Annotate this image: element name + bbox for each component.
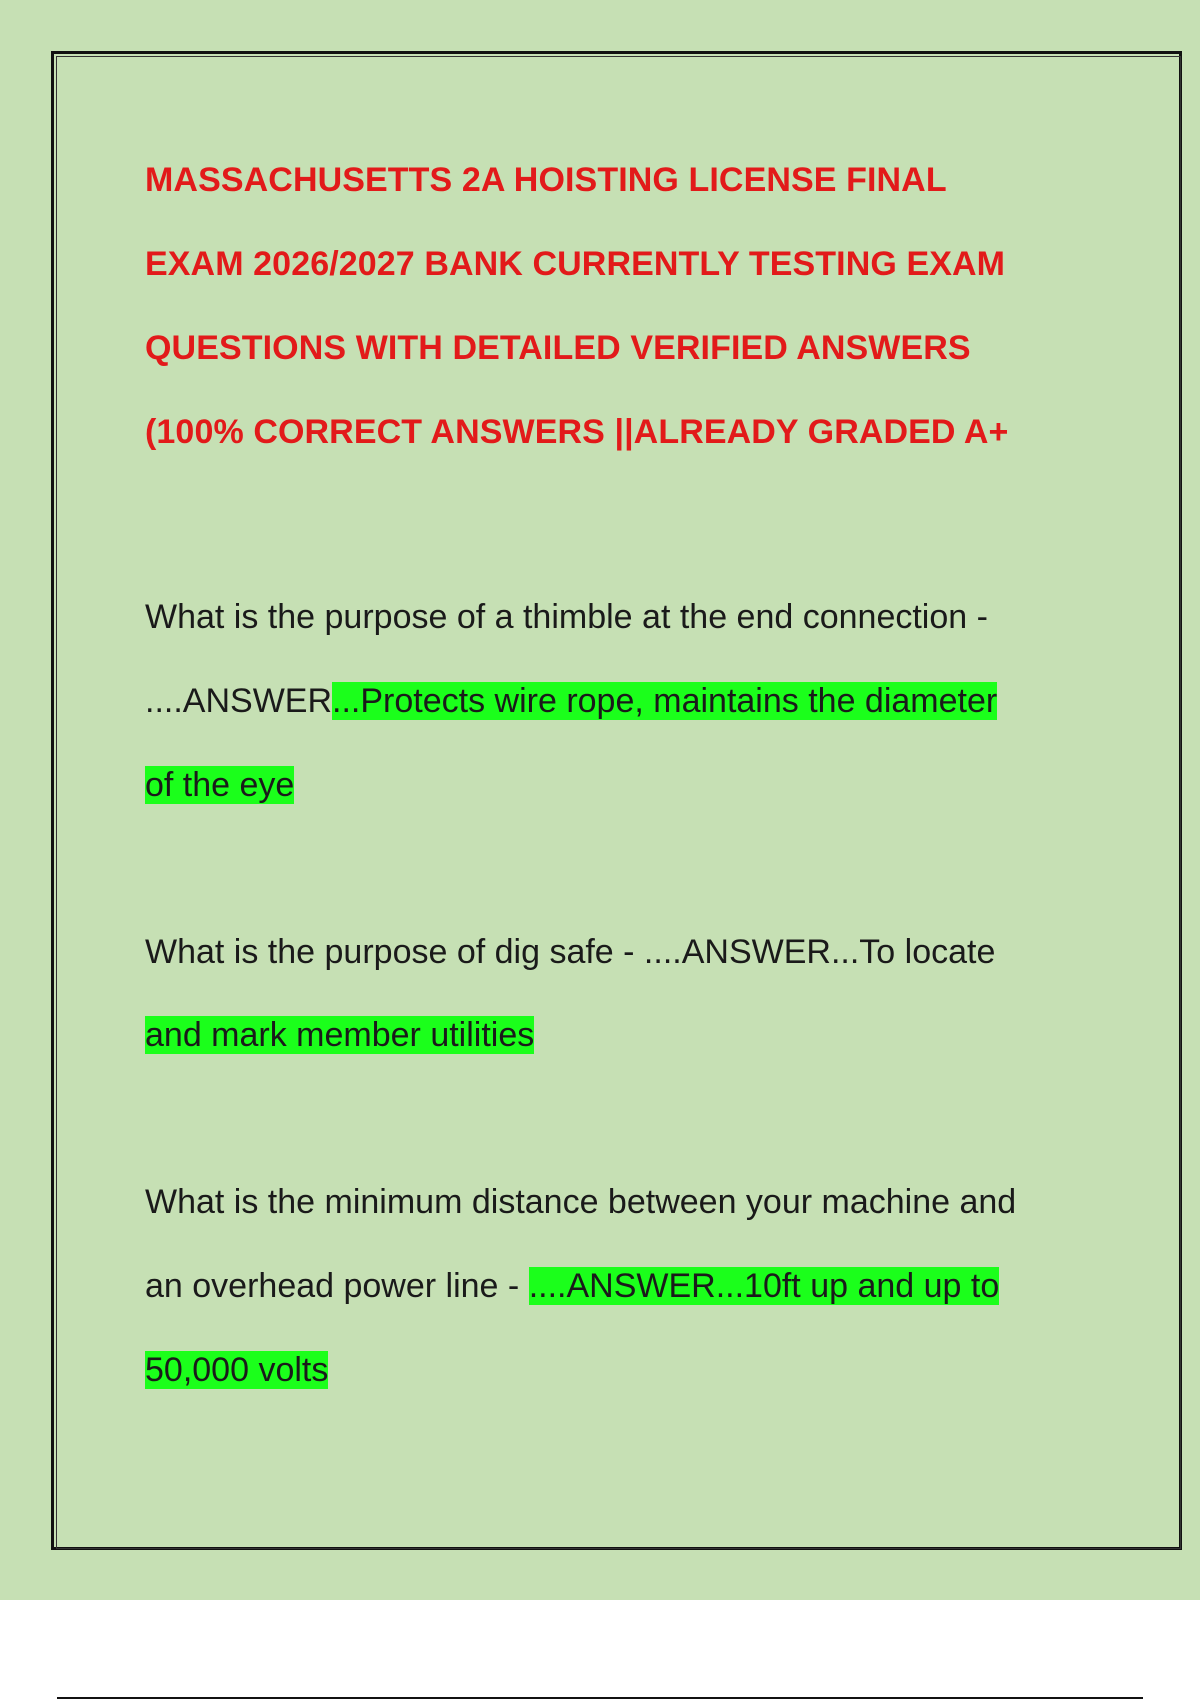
- answer-highlight: 50,000 volts: [145, 1351, 329, 1389]
- qa-item-power-line: [145, 1175, 1105, 1427]
- title-line-2: EXAM 2026/2027 BANK CURRENTLY TESTING EXAM: [145, 245, 1006, 283]
- answer-line: [145, 1008, 1105, 1091]
- title-line-3: QUESTIONS WITH DETAILED VERIFIED ANSWERS: [145, 329, 971, 367]
- qa-item-dig-safe: [145, 925, 1105, 1091]
- answer-highlight: of the eye: [145, 766, 295, 804]
- answer-highlight: and mark member utilities: [145, 1016, 535, 1054]
- footer-divider: [57, 1697, 1143, 1699]
- answer-highlight: ...Protects wire rope, maintains the diameter: [332, 682, 998, 720]
- answer-line: [145, 674, 1105, 758]
- title-line-4: (100% CORRECT ANSWERS ||ALREADY GRADED A+: [145, 413, 1009, 451]
- qa-item-thimble: [145, 590, 1105, 842]
- question-tail: an overhead power line -: [145, 1267, 529, 1305]
- answer-line: [145, 1343, 1105, 1427]
- answer-line: [145, 758, 1105, 842]
- answer-highlight: ....ANSWER...10ft up and up to: [528, 1267, 1000, 1305]
- question-line: What is the minimum distance between your machine and: [145, 1183, 1017, 1221]
- document-title: [145, 138, 1105, 474]
- question-line: What is the purpose of a thimble at the end connection -: [145, 598, 988, 636]
- answer-line: [145, 1259, 1105, 1343]
- answer-prefix: ....ANSWER: [145, 682, 333, 720]
- question-line: What is the purpose of dig safe - ....ANSWER...To locate: [145, 933, 996, 971]
- title-line-1: MASSACHUSETTS 2A HOISTING LICENSE FINAL: [145, 161, 947, 199]
